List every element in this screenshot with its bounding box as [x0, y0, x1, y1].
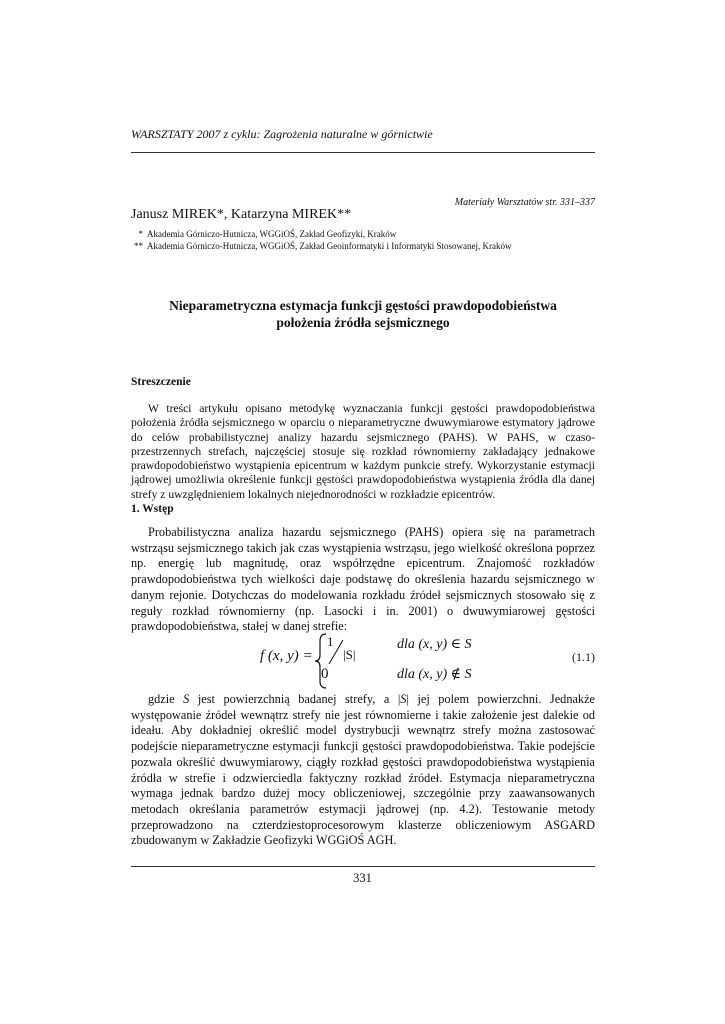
- paragraph-second: [131, 692, 595, 849]
- equation-numerator: 1: [327, 634, 334, 649]
- equation-1-1: [131, 633, 595, 688]
- text-fragment: gdzie: [148, 692, 184, 706]
- title-line-1: Nieparametryczna estymacja funkcji gęstości prawdopodobieństwa: [169, 298, 557, 313]
- text-fragment: jest powierzchnią badanej strefy, a |: [189, 692, 401, 706]
- affiliation-text: Akademia Górniczo-Hutnicza, WGGiOŚ, Zakład Geoinformatyki i Informatyki Stosowanej, Kraków: [147, 241, 512, 251]
- running-head: WARSZTATY 2007 z cyklu: Zagrożenia naturalne w górnictwie: [131, 127, 433, 141]
- equation-zero: 0: [321, 666, 329, 682]
- paper-title: [131, 297, 595, 331]
- equation-lhs: f (x, y) =: [260, 648, 313, 664]
- equation-case-1: dla (x, y) ∈ S: [397, 637, 472, 652]
- materials-reference: Materiały Warsztatów str. 331–337: [454, 197, 595, 208]
- authors: Janusz MIREK*, Katarzyna MIREK**: [131, 207, 352, 222]
- symbol-s: S: [183, 692, 190, 706]
- equation-case-2: dla (x, y) ∉ S: [397, 667, 472, 682]
- paragraph-intro: Probabilistyczna analiza hazardu sejsmicznego (PAHS) opiera się na parametrach wstrząsu sejsmicznego takich jak czas wystąpienia wstrząsu, jego wielkość określona poprzez np. energię lub magnitudę, oraz współrzędne epicentrum. Znajomość rozkładów prawdopodobieństwa tych wielkości daje podstawę do określenia hazardu sejsmicznego w danym rejonie. Dotychczas do modelowania rozkładu źródeł sejsmicznych stosowało się z reguły rozkład równomierny (np. Lasocki i in. 2001) o dwuwymiarowej gęstości prawdopodobieństwa, stałej w danej strefie:: [131, 525, 595, 634]
- affiliation-marker: *: [138, 229, 143, 239]
- title-line-2: położenia źródła sejsmicznego: [276, 315, 450, 330]
- affiliation-marker: **: [134, 241, 143, 251]
- abstract-text: W treści artykułu opisano metodykę wyznaczania funkcji gęstości prawdopodobieństwa położenia źródła sejsmicznego w oparciu o nieparametryczne dwuwymiarowe estymatory jądrowe do celów probabilistycznej analizy hazardu sejsmicznego (PAHS). W PAHS, w czaso-przestrzennych strefach, najczęściej stosuje się rozkład równomierny zakładający jednakowe prawdopodobieństwo wystąpienia epicentrum w każdym punkcie strefy. Wykorzystanie estymacji jądrowej umożliwia określenie funkcji gęstości prawdopodobieństwa wystąpienia źródła dla danej strefy z uwzględnieniem lokalnych niejednorodności w rozkładzie epicentrów.: [131, 402, 595, 501]
- page-number: 331: [353, 871, 372, 885]
- fraction-slash-icon: [328, 639, 344, 665]
- equation-number: (1.1): [572, 650, 595, 664]
- footer-rule: [131, 866, 595, 867]
- text-fragment: | jej polem powierzchni. Jednakże występowanie źródeł wewnątrz strefy nie jest równomierne i takie założenie jest dalekie od ideału. Aby dokładniej określić model dystrybucji wewnątrz strefy można zastosować podejście nieparametryczne estymacji funkcji gęstości prawdopodobieństwa. Takie podejście pozwala określić dwuwymiarowy, ciągły rozkład gęstości prawdopodobieństwa wystąpienia źródła w strefie i odzwierciedla faktyczny rozkład źródeł. Estymacja nieparametryczna wymaga jednak bardzo dużej mocy obliczeniowej, szczególnie przy zaawansowanych metodach określania parametrów estymacji jądrowej (np. 4.2). Testowanie metody przeprowadzono na czterdziestoprocesorowym klasterze obliczeniowym ASGARD zbudowanym w Zakładzie Geofizyki WGGiOŚ AGH.: [131, 692, 595, 848]
- affiliation-2: [131, 241, 512, 251]
- section-heading: 1. Wstęp: [131, 503, 174, 515]
- affiliation-1: [131, 229, 396, 239]
- header-rule: [131, 152, 595, 153]
- abstract-heading: Streszczenie: [131, 376, 191, 388]
- symbol-s: S: [400, 692, 407, 706]
- affiliation-text: Akademia Górniczo-Hutnicza, WGGiOŚ, Zakład Geofizyki, Kraków: [147, 229, 397, 239]
- equation-denominator: |S|: [343, 647, 356, 662]
